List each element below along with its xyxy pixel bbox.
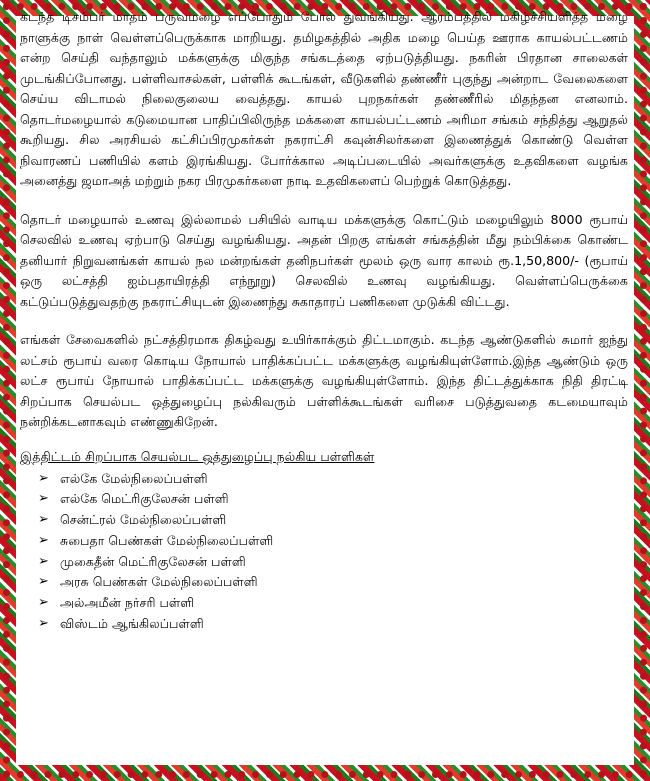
arrow-right-icon: ➢	[38, 616, 49, 632]
arrow-right-icon: ➢	[38, 470, 49, 486]
school-name: சுபைதா பெண்கள் மேல்நிலைப்பள்ளி	[60, 532, 274, 548]
arrow-right-icon: ➢	[38, 595, 49, 611]
paragraph-flood: கடந்த டிசம்பர் மாதம் பருவமழை எப்போதும் போல் துவங்கியது. ஆரம்பத்தில் மகிழ்ச்சியளித்த மழை நாளுக்கு நாள் வெள்ளப்பெருக்காக மாறியது. தமிழகத்தில் அதிக மழை பெய்த ஊராக காயல்பட்டணம் என்ற செய்தி வந்தாலும் மக்களுக்கு மிகுந்த சங்கடத்தை ஏற்படுத்தியது. நகரின் பிரதான சாலைகள் முடங்கிப்போனது. பள்ளிவாசல்கள், பள்ளிக் கூடங்கள், வீடுகளில் தண்ணீர் புகுந்து அன்றாட வேலைகளை செய்ய விடாமல் நிலைகுலைய வைத்தது. காயல் புறநகர்கள் தண்ணீரில் மிதந்தன எனலாம். தொடர்மழையால் கடுமையான பாதிப்பிலிருந்த மக்களை காயல்பட்டணம் அரிமா சங்கம் சந்தித்து ஆறுதல் கூறியது. சில அரசியல் கட்சிப்பிரமுகர்கள் நகராட்சி கவுன்சிலர்களை இணைத்துக் கொண்டு வெள்ள நிவாரணப் பணியில் களம் இரங்கியது. போர்க்கால அடிப்படையில் அவர்களுக்கு உதவிகளை வழங்க அனைத்து ஜமாஅத் மற்றும் நகர பிரமுகர்களை நாடி உதவிகளைப் பெற்றுக் கொடுத்தது.	[20, 9, 628, 188]
list-item	[38, 593, 628, 614]
school-name: எல்கே மெட்ரிகுலேசன் பள்ளி	[60, 491, 229, 507]
list-item	[38, 531, 628, 552]
arrow-right-icon: ➢	[38, 553, 49, 569]
arrow-right-icon: ➢	[38, 532, 49, 548]
list-item	[38, 552, 628, 573]
school-name: அரசு பெண்கள் மேல்நிலைப்பள்ளி	[60, 574, 258, 590]
paragraph-life-saving-scheme: எங்கள் சேவைகளில் நட்சத்திரமாக திகழ்வது உயிர்காக்கும் திட்டமாகும். கடந்த ஆண்டுகளில் சுமார் ஐந்து லட்சம் ரூபாய் வரை கொடிய நோயால் பாதிக்கப்பட்ட மக்களுக்கு வழங்கியுள்ளோம்.இந்த ஆண்டும் ஒரு லட்ச ரூபாய் நோயால் பாதிக்கப்பட்ட மக்களுக்கு வழங்கியுள்ளோம். இந்த திட்டத்துக்காக நிதி திரட்டி சிறப்பாக செயல்பட ஒத்துழைப்பு நல்கிவரும் பள்ளிக்கூடங்கள் வரிசை படுத்துவதை கடமையாவும் நன்றிக்கடனாகவும் எண்ணுகிறேன்.	[20, 332, 628, 429]
school-name: முகைதீன் மெட்ரிகுலேசன் பள்ளி	[60, 553, 246, 569]
list-item	[38, 469, 628, 490]
document-body	[20, 7, 628, 767]
list-item	[38, 572, 628, 593]
schools-list	[20, 469, 628, 635]
school-name: சென்ட்ரல் மேல்நிலைப்பள்ளி	[60, 512, 227, 528]
arrow-right-icon: ➢	[38, 512, 49, 528]
school-name: விஸ்டம் ஆங்கிலப்பள்ளி	[60, 616, 204, 632]
list-item	[38, 489, 628, 510]
paragraph-food-relief: தொடர் மழையால் உணவு இல்லாமல் பசியில் வாடிய மக்களுக்கு கொட்டும் மழையிலும் 8000 ரூபாய் செலவில் உணவு ஏற்பாடு செய்து வழங்கியது. அதன் பிறகு எங்கள் சங்கத்தின் மீது நம்பிக்கை கொண்ட தனியார் நிறுவனங்கள் காயல் நல மன்றங்கள் தனிநபர்கள் மூலம் ஒரு வார காலம் ரூ.1,50,800/- (ரூபாய் ஒரு லட்சத்தி ஐம்பதாயிரத்தி எந்நூறு) செலவில் உணவு வழங்கியது. வெள்ளப்பெருக்கை கட்டுப்படுத்துவதற்கு நகராட்சியுடன் இணைந்து சுகாதாரப் பணிகளை முடுக்கி விட்டது.	[20, 211, 628, 309]
list-item	[38, 510, 628, 531]
arrow-right-icon: ➢	[38, 574, 49, 590]
school-name: எல்கே மேல்நிலைப்பள்ளி	[60, 470, 208, 486]
school-name: அல்அமீன் நர்சரி பள்ளி	[60, 595, 195, 611]
schools-list-title: இத்திட்டம் சிறப்பாக செயல்பட ஒத்துழைப்பு நல்கிய பள்ளிகள்	[20, 448, 375, 464]
arrow-right-icon: ➢	[38, 491, 49, 507]
list-item	[38, 614, 628, 635]
